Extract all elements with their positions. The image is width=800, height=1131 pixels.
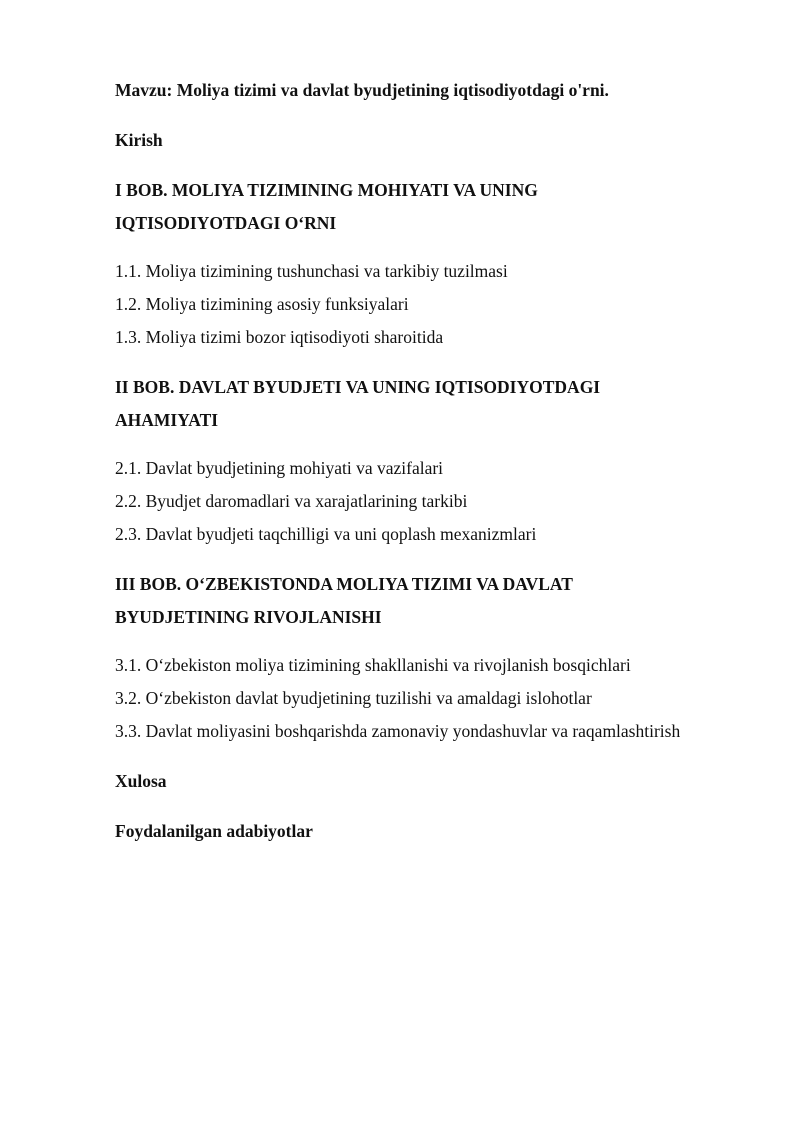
chapter-2 [115,371,755,551]
section-2-1: 2.1. Davlat byudjetining mohiyati va vazifalari [115,458,444,478]
references-heading: Foydalanilgan adabiyotlar [115,821,313,841]
table-of-contents [115,74,755,848]
section-1-3: 1.3. Moliya tizimi bozor iqtisodiyoti sharoitida [115,327,444,347]
intro-heading: Kirish [115,130,163,150]
section-2-3: 2.3. Davlat byudjeti taqchilligi va uni qoplash mexanizmlari [115,524,537,544]
section-1-2: 1.2. Moliya tizimining asosiy funksiyalari [115,294,409,314]
chapter-1 [115,174,755,354]
chapter-1-title-line1: I BOB. MOLIYA TIZIMINING MOHIYATI VA UNING [115,180,538,200]
chapter-2-title-line2: AHAMIYATI [115,410,219,430]
conclusion-heading: Xulosa [115,771,167,791]
chapter-3-title-line2: BYUDJETINING RIVOJLANISHI [115,607,382,627]
section-3-1: 3.1. O‘zbekiston moliya tizimining shakllanishi va rivojlanish bosqichlari [115,655,631,675]
chapter-3 [115,568,755,748]
chapter-1-title-line2: IQTISODIYOTDAGI O‘RNI [115,213,337,233]
topic-title: Mavzu: Moliya tizimi va davlat byudjetining iqtisodiyotdagi o'rni. [115,80,609,100]
section-3-2: 3.2. O‘zbekiston davlat byudjetining tuzilishi va amaldagi islohotlar [115,688,592,708]
section-1-1: 1.1. Moliya tizimining tushunchasi va tarkibiy tuzilmasi [115,261,508,281]
section-2-2: 2.2. Byudjet daromadlari va xarajatlarining tarkibi [115,491,468,511]
chapter-2-title-line1: II BOB. DAVLAT BYUDJETI VA UNING IQTISODIYOTDAGI [115,377,601,397]
chapter-3-title-line1: III BOB. O‘ZBEKISTONDA MOLIYA TIZIMI VA DAVLAT [115,574,573,594]
section-3-3: 3.3. Davlat moliyasini boshqarishda zamonaviy yondashuvlar va raqamlashtirish [115,721,681,741]
